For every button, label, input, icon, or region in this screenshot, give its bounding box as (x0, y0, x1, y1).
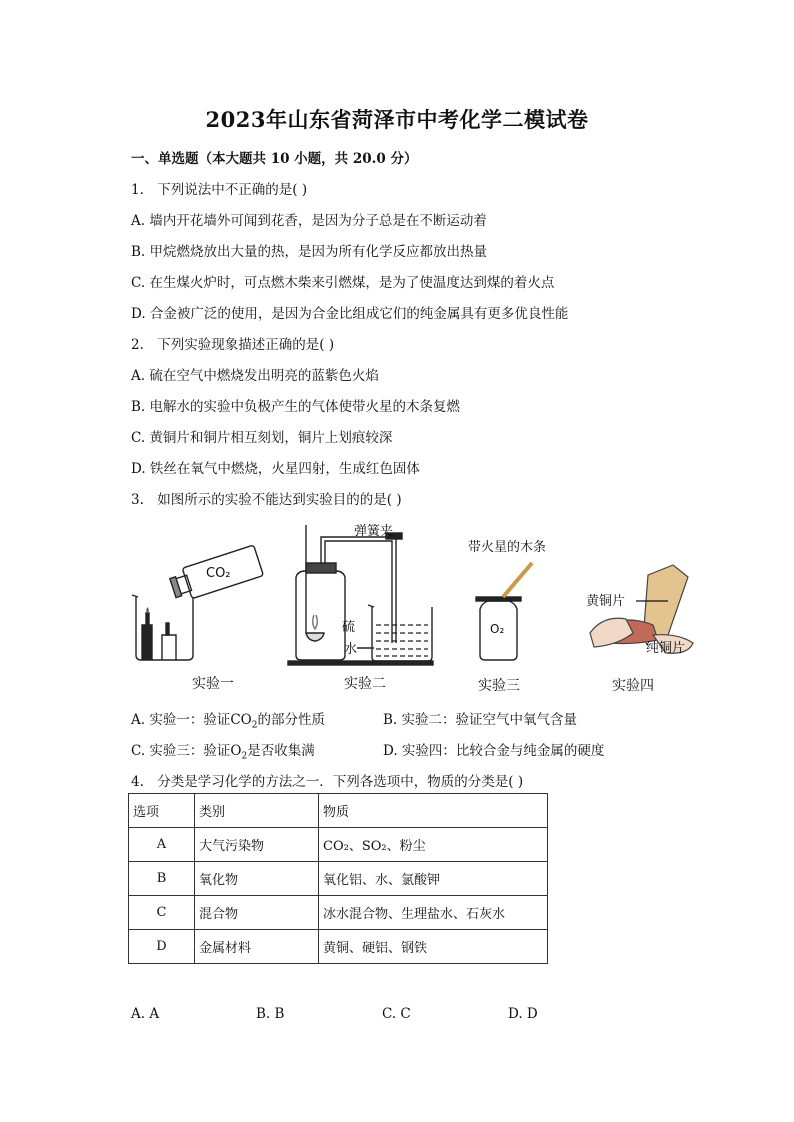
table-header-cell: 物质 (319, 794, 548, 828)
table-cell: D (129, 930, 195, 964)
table-cell: 氧化铝、水、氯酸钾 (319, 862, 548, 896)
table-row (129, 828, 548, 862)
brass-label: 黄铜片 (586, 594, 626, 609)
option-d: D. 铁丝在氧气中燃烧，火星四射，生成红色固体 (131, 461, 420, 477)
table-cell: 混合物 (195, 896, 319, 930)
table-cell: 冰水混合物、生理盐水、石灰水 (319, 896, 548, 930)
question-3 (131, 488, 402, 508)
option-a-text: A. 实验一：验证CO (131, 712, 252, 728)
table-cell: A (129, 828, 195, 862)
table-header-cell: 类别 (195, 794, 319, 828)
option-d: D. D (508, 1006, 538, 1022)
classification-table (128, 793, 548, 964)
option-c-subscript: 2 (241, 751, 248, 762)
question-number: 2. (131, 337, 144, 353)
section-heading: 一、单选题（本大题共 10 小题，共 20.0 分） (131, 151, 418, 167)
table-header-cell: 选项 (129, 794, 195, 828)
option-d: D. 实验四：比较合金与纯金属的硬度 (383, 743, 605, 759)
table-cell: B (129, 862, 195, 896)
question-number: 1. (131, 182, 144, 198)
experiment-2-apparatus (288, 525, 433, 665)
experiment-1-apparatus (132, 545, 263, 660)
option-c: C. 黄铜片和铜片相互刻划，铜片上划痕较深 (131, 430, 393, 446)
experiment-1-label: 实验一 (192, 676, 234, 692)
question-2 (131, 333, 334, 353)
experiment-3-apparatus (476, 563, 532, 660)
option-a-text-end: 的部分性质 (257, 712, 325, 728)
option-c (131, 739, 315, 762)
table-cell: CO₂、SO₂、粉尘 (319, 828, 548, 862)
co2-label: CO₂ (206, 566, 231, 581)
question-stem: 下列实验现象描述正确的是( ) (157, 337, 335, 353)
page-title: 2023年山东省菏泽市中考化学二模试卷 (205, 107, 589, 132)
table-cell: 大气污染物 (195, 828, 319, 862)
option-c-text: C. 实验三：验证O (131, 743, 242, 759)
question-number: 4. (131, 774, 144, 790)
option-c: C. 在生煤火炉时，可点燃木柴来引燃煤，是为了使温度达到煤的着火点 (131, 275, 555, 291)
question-number: 3. (131, 492, 144, 508)
question-1 (131, 178, 307, 198)
experiment-figures (128, 515, 698, 700)
option-a: A. 硫在空气中燃烧发出明亮的蓝紫色火焰 (131, 368, 379, 384)
water-label: 水 (344, 642, 358, 657)
spring-clip-label: 弹簧夹 (354, 524, 394, 539)
table-row (129, 896, 548, 930)
question-stem: 如图所示的实验不能达到实验目的的是( ) (157, 492, 402, 508)
option-a: A. A (131, 1006, 160, 1022)
sulfur-label: 硫 (342, 620, 356, 635)
option-a: A. 墙内开花墙外可闻到花香，是因为分子总是在不断运动着 (131, 213, 487, 229)
experiment-4-label: 实验四 (612, 678, 654, 694)
table-header-row (129, 794, 548, 828)
option-c: C. C (382, 1006, 411, 1022)
glowing-stick-label: 带火星的木条 (468, 540, 547, 555)
question-stem: 分类是学习化学的方法之一．下列各选项中，物质的分类是( ) (157, 774, 524, 790)
table-row (129, 930, 548, 964)
question-4 (131, 770, 523, 790)
option-b: B. 实验二：验证空气中氧气含量 (383, 712, 578, 728)
experiment-2-label: 实验二 (344, 676, 386, 692)
question-stem: 下列说法中不正确的是( ) (157, 182, 308, 198)
option-d: D. 合金被广泛的使用，是因为合金比组成它们的纯金属具有更多优良性能 (131, 306, 569, 322)
o2-label: O₂ (490, 622, 505, 636)
option-c-text-end: 是否收集满 (247, 743, 315, 759)
option-b: B. B (256, 1006, 285, 1022)
table-cell: 氧化物 (195, 862, 319, 896)
table-cell: C (129, 896, 195, 930)
option-b: B. 电解水的实验中负极产生的气体使带火星的木条复燃 (131, 399, 461, 415)
option-a-subscript: 2 (251, 720, 258, 731)
option-a (131, 708, 325, 731)
table-cell: 黄铜、硬铝、钢铁 (319, 930, 548, 964)
experiment-3-label: 实验三 (478, 678, 520, 694)
table-row (129, 862, 548, 896)
copper-label: 纯铜片 (646, 641, 686, 656)
table-cell: 金属材料 (195, 930, 319, 964)
option-b: B. 甲烷燃烧放出大量的热，是因为所有化学反应都放出热量 (131, 244, 488, 260)
